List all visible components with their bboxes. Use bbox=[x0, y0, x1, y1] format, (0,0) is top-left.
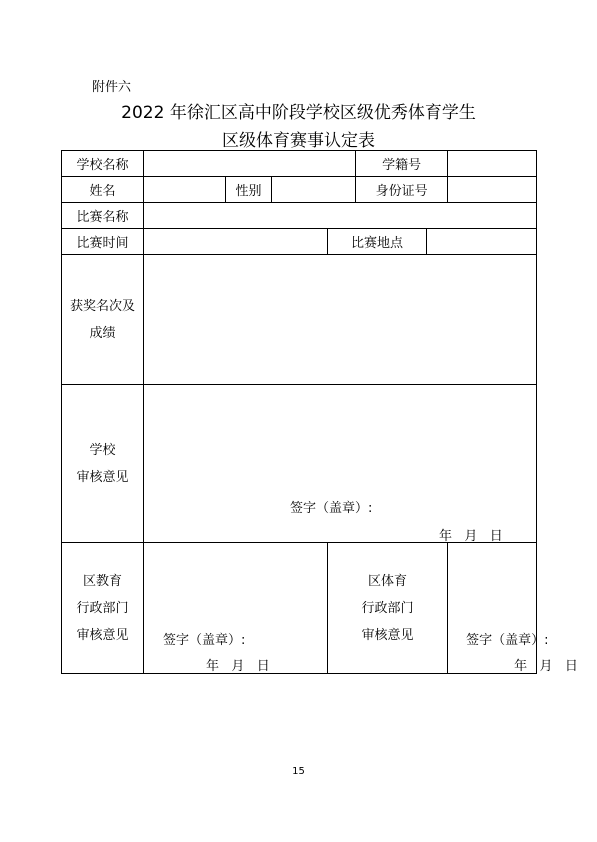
competition-place-field[interactable] bbox=[427, 229, 537, 255]
sports-dept-label bbox=[328, 543, 448, 674]
school-review-label-line-2: 审核意见 bbox=[76, 469, 129, 485]
form-row-school-review bbox=[62, 385, 537, 543]
edu-dept-review-field[interactable] bbox=[144, 543, 328, 674]
award-label bbox=[62, 255, 144, 385]
sports-dept-label-line-2: 行政部门 bbox=[361, 600, 414, 616]
form-row-competition-time bbox=[62, 229, 537, 255]
document-title-line-2: 区级体育赛事认定表 bbox=[222, 131, 375, 151]
name-field[interactable] bbox=[144, 177, 226, 203]
edu-dept-label-line-2: 行政部门 bbox=[76, 600, 129, 616]
sports-date-label: 年 月 日 bbox=[514, 659, 578, 674]
edu-dept-label-line-3: 审核意见 bbox=[76, 627, 129, 643]
competition-time-label: 比赛时间 bbox=[62, 229, 144, 255]
school-name-label: 学校名称 bbox=[62, 151, 144, 177]
certification-form-table bbox=[61, 150, 578, 674]
sports-dept-review-field[interactable] bbox=[448, 543, 578, 674]
document-title-line-1: 2022 年徐汇区高中阶段学校区级优秀体育学生 bbox=[121, 103, 476, 123]
gender-label: 性别 bbox=[226, 177, 272, 203]
award-label-line-2: 成绩 bbox=[89, 325, 116, 341]
form-row-competition-name bbox=[62, 203, 537, 229]
competition-time-field[interactable] bbox=[144, 229, 328, 255]
competition-place-label: 比赛地点 bbox=[328, 229, 427, 255]
school-date-label: 年 月 日 bbox=[439, 529, 503, 544]
form-row-personal bbox=[62, 177, 537, 203]
school-review-field[interactable] bbox=[144, 385, 537, 543]
school-review-label bbox=[62, 385, 144, 543]
edu-date-label: 年 月 日 bbox=[206, 659, 270, 674]
gender-field[interactable] bbox=[272, 177, 356, 203]
sports-dept-label-line-1: 区体育 bbox=[368, 573, 408, 589]
school-signature-label: 签字（盖章）: bbox=[290, 501, 373, 516]
award-field[interactable] bbox=[144, 255, 537, 385]
form-row-admin-review bbox=[62, 543, 537, 674]
sports-dept-label-line-3: 审核意见 bbox=[361, 627, 414, 643]
student-id-field[interactable] bbox=[448, 151, 537, 177]
sports-signature-label: 签字（盖章）: bbox=[466, 633, 549, 648]
edu-dept-label bbox=[62, 543, 144, 674]
edu-signature-label: 签字（盖章）: bbox=[163, 633, 246, 648]
competition-name-field[interactable] bbox=[144, 203, 537, 229]
edu-dept-label-line-1: 区教育 bbox=[82, 573, 122, 589]
student-id-label: 学籍号 bbox=[356, 151, 448, 177]
award-label-line-1: 获奖名次及 bbox=[69, 298, 135, 314]
page-number: 15 bbox=[292, 766, 305, 777]
name-label: 姓名 bbox=[62, 177, 144, 203]
form-row-award bbox=[62, 255, 537, 385]
competition-name-label: 比赛名称 bbox=[62, 203, 144, 229]
attachment-label: 附件六 bbox=[92, 80, 132, 95]
id-number-field[interactable] bbox=[448, 177, 537, 203]
id-number-label: 身份证号 bbox=[356, 177, 448, 203]
form-row-school bbox=[62, 151, 537, 177]
school-review-label-line-1: 学校 bbox=[89, 442, 116, 458]
school-name-field[interactable] bbox=[144, 151, 356, 177]
